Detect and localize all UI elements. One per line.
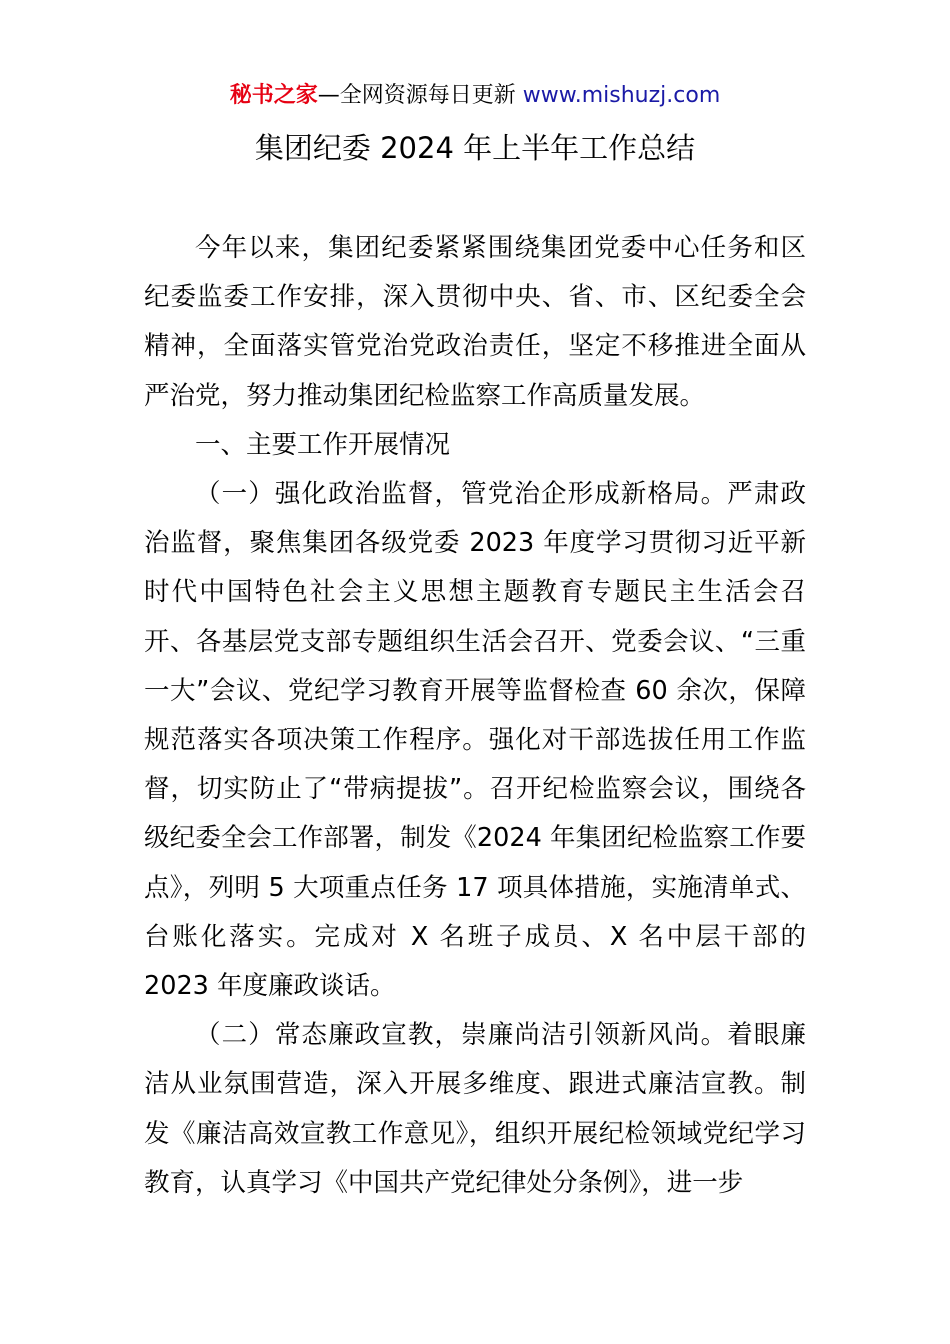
paragraph-section-1: （一）强化政治监督，管党治企形成新格局。严肃政治监督，聚焦集团各级党委 2023 年度学习贯彻习近平新时代中国特色社会主义思想主题教育专题民主生活会召开、各基层党支部专题组织生活会召开、党委会议、“三重一大”会议、党纪学习教育开展等监督检查 60 余次，保障规范落实各项决策工作程序。强化对干部选拔任用工作监督，切实防止了“带病提拔”。召开纪检监察会议，围绕各级纪委全会工作部署，制发《2024 年集团纪检监察工作要点》，列明 5 大项重点任务 17 项具体措施，实施清单式、台账化落实。完成对 X 名班子成员、X 名中层干部的 2023 年度廉政谈话。 [144, 479, 806, 1002]
site-brand: 秘书之家 [229, 83, 318, 108]
document-body [144, 224, 806, 1208]
paragraph-section-2: （二）常态廉政宣教，崇廉尚洁引领新风尚。着眼廉洁从业氛围营造，深入开展多维度、跟进式廉洁宣教。制发《廉洁高效宣教工作意见》，组织开展纪检领域党纪学习教育，认真学习《中国共产党纪律处分条例》，进一步 [144, 1020, 806, 1198]
site-tagline: —全网资源每日更新 [317, 83, 523, 108]
paragraph-intro: 今年以来，集团纪委紧紧围绕集团党委中心任务和区纪委监委工作安排，深入贯彻中央、省、市、区纪委全会精神，全面落实管党治党政治责任，坚定不移推进全面从严治党，努力推动集团纪检监察工作高质量发展。 [144, 233, 806, 411]
site-header [0, 80, 950, 112]
section-heading: 一、主要工作开展情况 [195, 429, 451, 460]
site-url-link[interactable]: www.mishuzj.com [522, 83, 721, 108]
document-title: 集团纪委 2024 年上半年工作总结 [254, 131, 696, 165]
